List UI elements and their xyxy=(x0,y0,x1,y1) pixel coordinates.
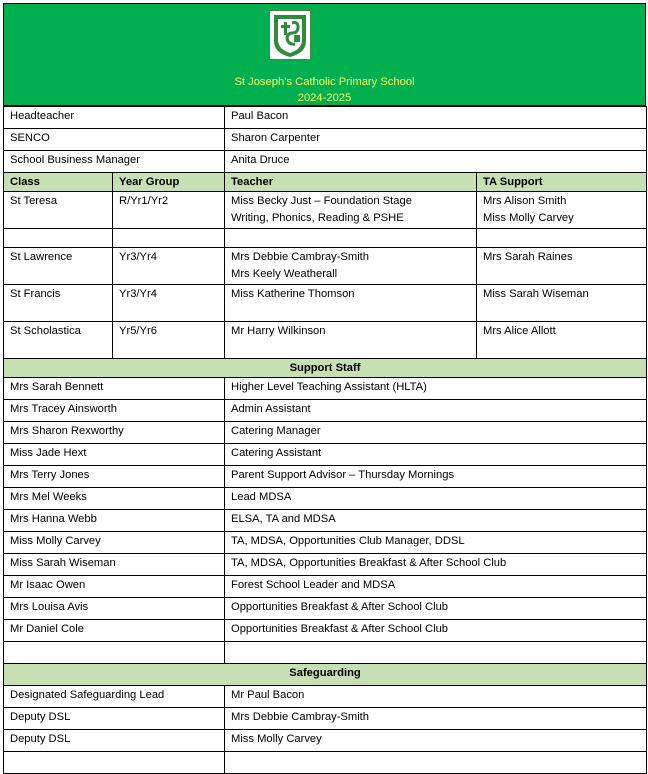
staff-role: ELSA, TA and MDSA xyxy=(225,510,647,532)
class-row xyxy=(4,322,647,359)
empty-cell xyxy=(225,642,647,664)
staff-name: Mrs Terry Jones xyxy=(4,466,225,488)
safeguarding-row xyxy=(4,730,647,752)
empty-row xyxy=(4,752,647,774)
school-name: St Joseph’s Catholic Primary School xyxy=(234,76,415,88)
leadership-role: School Business Manager xyxy=(4,151,225,173)
class-name: St Lawrence xyxy=(4,248,113,285)
teacher-line: Writing, Phonics, Reading & PSHE xyxy=(231,212,404,224)
teacher-line: Miss Katherine Thomson xyxy=(231,288,355,300)
staff-name: Mrs Sarah Bennett xyxy=(4,378,225,400)
support-staff-row xyxy=(4,620,647,642)
empty-cell xyxy=(4,642,225,664)
staff-role: Opportunities Breakfast & After School Club xyxy=(225,620,647,642)
empty-cell xyxy=(113,229,225,248)
class-year: R/Yr1/Yr2 xyxy=(113,192,225,229)
empty-cell xyxy=(4,752,225,774)
staff-role: Admin Assistant xyxy=(225,400,647,422)
staff-name: Mrs Tracey Ainsworth xyxy=(4,400,225,422)
header-teacher: Teacher xyxy=(225,173,477,192)
class-name: St Scholastica xyxy=(4,322,113,359)
safeguarding-name: Mr Paul Bacon xyxy=(225,686,647,708)
support-staff-row xyxy=(4,400,647,422)
class-table-header xyxy=(4,173,647,192)
ta-line: Mrs Sarah Raines xyxy=(483,251,573,263)
staff-role: Catering Assistant xyxy=(225,444,647,466)
ta-line: Miss Molly Carvey xyxy=(483,212,574,224)
empty-cell xyxy=(225,752,647,774)
support-staff-heading-row xyxy=(4,359,647,378)
staff-name: Mrs Louisa Avis xyxy=(4,598,225,620)
safeguarding-heading: Safeguarding xyxy=(4,664,647,686)
leadership-row xyxy=(4,107,647,129)
support-staff-row xyxy=(4,466,647,488)
staff-name: Miss Molly Carvey xyxy=(4,532,225,554)
empty-cell xyxy=(477,229,647,248)
safeguarding-row xyxy=(4,708,647,730)
teacher-line: Mrs Debbie Cambray-Smith xyxy=(231,251,370,263)
safeguarding-row xyxy=(4,686,647,708)
staff-name: Mr Daniel Cole xyxy=(4,620,225,642)
support-staff-row xyxy=(4,510,647,532)
class-teacher xyxy=(225,248,477,285)
staff-role: TA, MDSA, Opportunities Club Manager, DDSL xyxy=(225,532,647,554)
staff-table xyxy=(3,106,647,774)
ta-line: Mrs Alison Smith xyxy=(483,195,567,207)
class-name: St Francis xyxy=(4,285,113,322)
staff-name: Mrs Sharon Rexworthy xyxy=(4,422,225,444)
leadership-name: Anita Druce xyxy=(225,151,647,173)
class-year: Yr3/Yr4 xyxy=(113,285,225,322)
support-staff-row xyxy=(4,488,647,510)
class-year: Yr5/Yr6 xyxy=(113,322,225,359)
leadership-role: Headteacher xyxy=(4,107,225,129)
class-row xyxy=(4,248,647,285)
ta-line: Miss Sarah Wiseman xyxy=(483,288,589,300)
ta-line: Mrs Alice Allott xyxy=(483,325,556,337)
leadership-row xyxy=(4,129,647,151)
support-staff-row xyxy=(4,554,647,576)
staff-role: Higher Level Teaching Assistant (HLTA) xyxy=(225,378,647,400)
class-name: St Teresa xyxy=(4,192,113,229)
staff-role: Parent Support Advisor – Thursday Mornings xyxy=(225,466,647,488)
safeguarding-role: Deputy DSL xyxy=(4,708,225,730)
empty-cell xyxy=(225,229,477,248)
class-teacher xyxy=(225,192,477,229)
leadership-row xyxy=(4,151,647,173)
academic-year: 2024-2025 xyxy=(297,92,352,104)
staff-role: Catering Manager xyxy=(225,422,647,444)
staff-name: Mrs Mel Weeks xyxy=(4,488,225,510)
support-staff-row xyxy=(4,378,647,400)
class-ta xyxy=(477,322,647,359)
safeguarding-role: Designated Safeguarding Lead xyxy=(4,686,225,708)
class-row xyxy=(4,192,647,229)
staff-list-document xyxy=(3,3,646,774)
safeguarding-heading-row xyxy=(4,664,647,686)
support-staff-row xyxy=(4,532,647,554)
support-staff-row xyxy=(4,422,647,444)
staff-role: Forest School Leader and MDSA xyxy=(225,576,647,598)
class-ta xyxy=(477,248,647,285)
class-row xyxy=(4,285,647,322)
class-teacher xyxy=(225,322,477,359)
leadership-role: SENCO xyxy=(4,129,225,151)
support-staff-heading: Support Staff xyxy=(4,359,647,378)
support-staff-row xyxy=(4,576,647,598)
support-staff-row xyxy=(4,598,647,620)
header-year-group: Year Group xyxy=(113,173,225,192)
staff-name: Mrs Hanna Webb xyxy=(4,510,225,532)
leadership-name: Sharon Carpenter xyxy=(225,129,647,151)
school-crest-icon xyxy=(270,11,310,59)
class-ta xyxy=(477,285,647,322)
staff-role: TA, MDSA, Opportunities Breakfast & After School Club xyxy=(225,554,647,576)
teacher-line: Miss Becky Just – Foundation Stage xyxy=(231,195,412,207)
staff-name: Miss Jade Hext xyxy=(4,444,225,466)
empty-cell xyxy=(4,229,113,248)
teacher-line: Mr Harry Wilkinson xyxy=(231,325,326,337)
teacher-line: Mrs Keely Weatherall xyxy=(231,268,338,280)
staff-name: Miss Sarah Wiseman xyxy=(4,554,225,576)
header-title xyxy=(4,74,645,106)
school-logo xyxy=(269,10,311,60)
empty-row xyxy=(4,642,647,664)
safeguarding-name: Mrs Debbie Cambray-Smith xyxy=(225,708,647,730)
safeguarding-name: Miss Molly Carvey xyxy=(225,730,647,752)
support-staff-row xyxy=(4,444,647,466)
header-class: Class xyxy=(4,173,113,192)
school-header xyxy=(3,3,646,106)
class-year: Yr3/Yr4 xyxy=(113,248,225,285)
staff-role: Opportunities Breakfast & After School Club xyxy=(225,598,647,620)
safeguarding-role: Deputy DSL xyxy=(4,730,225,752)
leadership-name: Paul Bacon xyxy=(225,107,647,129)
staff-role: Lead MDSA xyxy=(225,488,647,510)
class-ta xyxy=(477,192,647,229)
header-ta-support: TA Support xyxy=(477,173,647,192)
empty-row xyxy=(4,229,647,248)
staff-name: Mr Isaac Owen xyxy=(4,576,225,598)
class-teacher xyxy=(225,285,477,322)
